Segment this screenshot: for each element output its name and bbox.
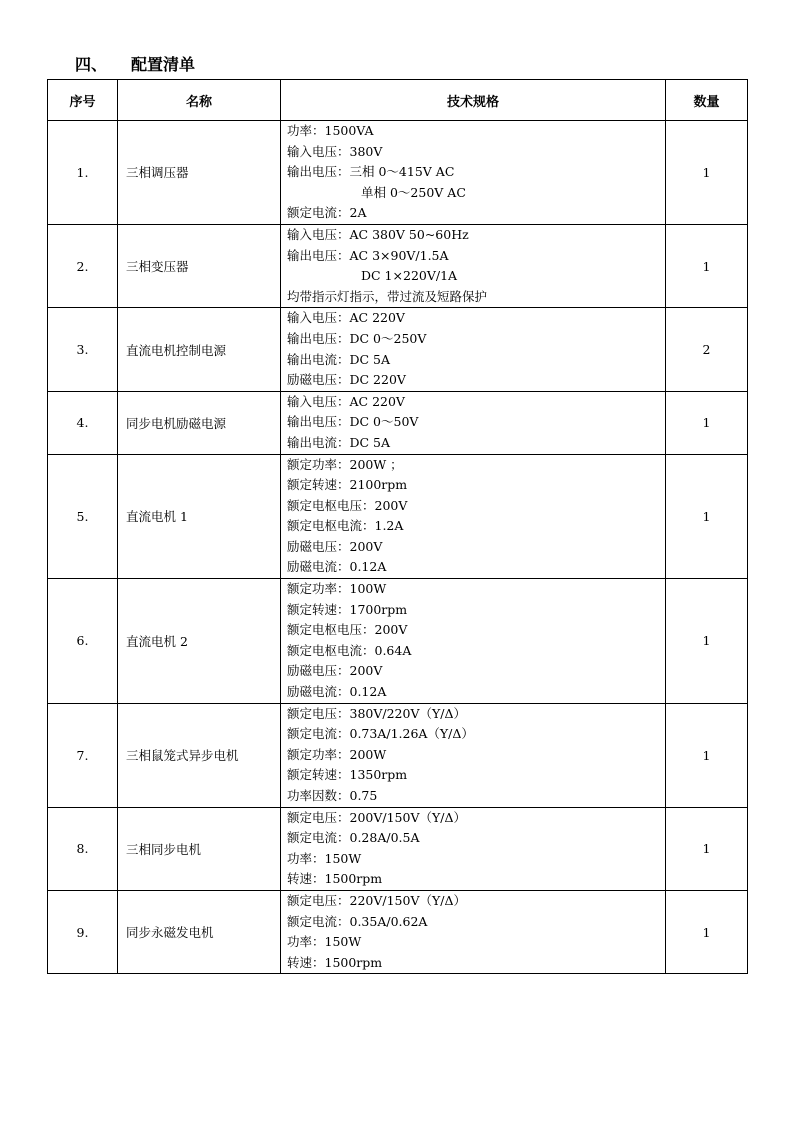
- table-row: [48, 224, 748, 307]
- header-spec: 技术规格: [281, 80, 666, 121]
- row-qty: 1: [666, 224, 748, 307]
- spec-line: 额定电压：220V/150V（Y/Δ）: [287, 892, 466, 908]
- spec-line: 励磁电压：200V: [287, 538, 383, 554]
- spec-line: 额定功率：200W ；: [287, 456, 403, 472]
- row-spec: [281, 890, 666, 973]
- row-name: 三相调压器: [118, 121, 281, 225]
- row-spec: [281, 224, 666, 307]
- row-spec: [281, 454, 666, 579]
- table-row: [48, 579, 748, 704]
- spec-line: 额定电枢电流：1.2A: [287, 518, 404, 534]
- table-row: [48, 391, 748, 454]
- table-row: [48, 807, 748, 890]
- row-name: 同步电机励磁电源: [118, 391, 281, 454]
- table-row: [48, 121, 748, 225]
- spec-line: 励磁电压：200V: [287, 663, 383, 679]
- spec-line: 额定电流：0.28A/0.5A: [287, 830, 420, 846]
- row-index: 4.: [48, 391, 118, 454]
- row-index: 7.: [48, 703, 118, 807]
- row-spec: [281, 703, 666, 807]
- header-index: 序号: [48, 80, 118, 121]
- spec-line: 励磁电流：0.12A: [287, 559, 387, 575]
- row-name: 三相鼠笼式异步电机: [118, 703, 281, 807]
- spec-line: 输入电压：AC 380V 50~60Hz: [287, 226, 469, 242]
- spec-line: 额定功率：100W: [287, 581, 387, 597]
- spec-line: 输入电压：AC 220V: [287, 393, 405, 409]
- table-row: [48, 703, 748, 807]
- spec-line: 输入电压：380V: [287, 143, 383, 159]
- spec-line: 均带指示灯指示，带过流及短路保护: [287, 288, 488, 304]
- row-qty: 1: [666, 703, 748, 807]
- spec-line: 额定电压：200V/150V（Y/Δ）: [287, 809, 466, 825]
- spec-line: 输入电压：AC 220V: [287, 310, 405, 326]
- section-number: 四、: [75, 55, 108, 74]
- row-qty: 1: [666, 121, 748, 225]
- table-header-row: [48, 80, 748, 121]
- table-body: [48, 121, 748, 974]
- spec-line: 功率：150W: [287, 934, 362, 950]
- section-heading: [75, 55, 195, 75]
- row-name: 直流电机 1: [118, 454, 281, 579]
- row-name: 三相变压器: [118, 224, 281, 307]
- row-spec: [281, 579, 666, 704]
- spec-line: 输出电流：DC 5A: [287, 434, 391, 450]
- row-qty: 1: [666, 807, 748, 890]
- row-index: 9.: [48, 890, 118, 973]
- spec-line: 额定电压：380V/220V（Y/Δ）: [287, 705, 466, 721]
- section-title: 配置清单: [131, 55, 196, 74]
- row-qty: 2: [666, 308, 748, 391]
- spec-line: 额定电枢电压：200V: [287, 622, 408, 638]
- row-index: 6.: [48, 579, 118, 704]
- header-qty: 数量: [666, 80, 748, 121]
- spec-line: 额定电枢电压：200V: [287, 497, 408, 513]
- row-spec: [281, 807, 666, 890]
- spec-line: 额定功率：200W: [287, 746, 387, 762]
- spec-line: 功率：1500VA: [287, 123, 374, 138]
- spec-line: 额定转速：1350rpm: [287, 767, 408, 783]
- header-name: 名称: [118, 80, 281, 121]
- row-qty: 1: [666, 391, 748, 454]
- spec-line: DC 1×220V/1A: [361, 268, 458, 284]
- row-qty: 1: [666, 454, 748, 579]
- spec-line: 励磁电流：0.12A: [287, 684, 387, 700]
- row-index: 5.: [48, 454, 118, 579]
- row-qty: 1: [666, 579, 748, 704]
- row-qty: 1: [666, 890, 748, 973]
- row-index: 8.: [48, 807, 118, 890]
- spec-line: 额定电流：0.35A/0.62A: [287, 913, 428, 929]
- row-spec: [281, 121, 666, 225]
- spec-line: 功率：150W: [287, 850, 362, 866]
- spec-line: 额定转速：1700rpm: [287, 601, 408, 617]
- spec-line: 输出电流：DC 5A: [287, 351, 391, 367]
- spec-line: 输出电压：DC 0～50V: [287, 414, 419, 430]
- table-row: [48, 308, 748, 391]
- row-name: 直流电机 2: [118, 579, 281, 704]
- row-spec: [281, 391, 666, 454]
- spec-line: 励磁电压：DC 220V: [287, 372, 406, 388]
- row-index: 2.: [48, 224, 118, 307]
- spec-line: 输出电压：三相 0～415V AC: [287, 164, 455, 180]
- spec-line: 输出电压：DC 0～250V: [287, 330, 427, 346]
- spec-line: 额定电流：0.73A/1.26A（Y/Δ）: [287, 726, 474, 742]
- row-name: 同步永磁发电机: [118, 890, 281, 973]
- spec-line: 额定转速：2100rpm: [287, 477, 408, 493]
- spec-line: 转速：1500rpm: [287, 871, 383, 887]
- table-row: [48, 454, 748, 579]
- row-spec: [281, 308, 666, 391]
- row-name: 直流电机控制电源: [118, 308, 281, 391]
- row-index: 1.: [48, 121, 118, 225]
- spec-line: 额定电枢电流：0.64A: [287, 642, 412, 658]
- spec-line: 额定电流：2A: [287, 205, 367, 221]
- table-row: [48, 890, 748, 973]
- row-index: 3.: [48, 308, 118, 391]
- spec-line: 功率因数：0.75: [287, 788, 378, 803]
- row-name: 三相同步电机: [118, 807, 281, 890]
- configuration-table: [47, 79, 748, 974]
- spec-line: 单相 0～250V AC: [361, 184, 466, 200]
- spec-line: 输出电压：AC 3×90V/1.5A: [287, 247, 449, 263]
- spec-line: 转速：1500rpm: [287, 954, 383, 970]
